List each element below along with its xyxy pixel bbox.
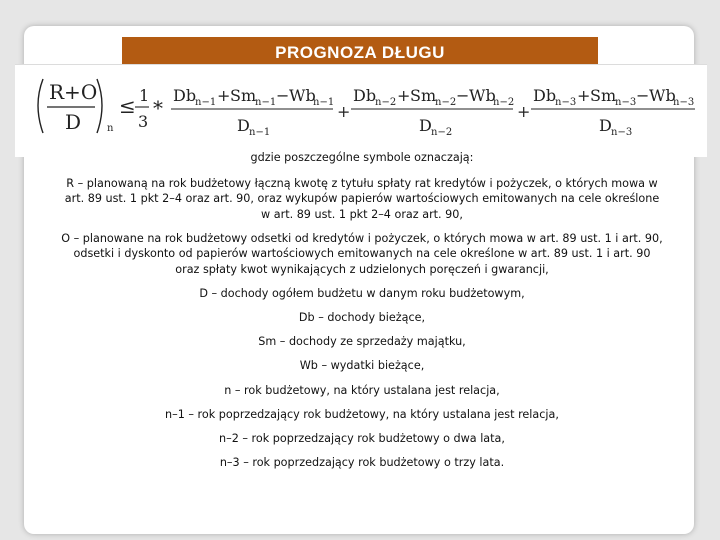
relation-sign: ≤ [119,94,136,118]
multiply-sign: * [153,96,163,120]
term2-db-sub: n−2 [375,97,397,108]
term3-plus: + [577,86,591,105]
term1-db-sub: n−1 [195,97,217,108]
slide-title: PROGNOZA DŁUGU [122,37,598,68]
coef-denominator: 3 [138,112,149,131]
term1-d-sub: n−1 [249,127,271,138]
definition-n1: n–1 – rok poprzedzający rok budżetowy, na który ustalana jest relacja, [165,407,559,421]
term2-wb-sub: n−2 [493,97,515,108]
lhs-subscript: n [107,123,114,134]
definition-r: R – planowaną na rok budżetowy łączną kwotę z tytułu spłaty rat kredytów i pożyczek, o których mowa w art. 89 ust. 1 pkt 2–4 oraz art. 90, oraz wykupów papierów wartościowych emitowanych na cele określone w art. 89 ust. 1 pkt 2–4 oraz art. 90, [64,176,660,221]
definition-wb: Wb – wydatki bieżące, [299,359,425,373]
term3-minus: − [636,86,650,105]
term2-wb: Wb [469,86,496,105]
term1-d: D [237,116,250,135]
term3-sm: Sm [590,86,617,105]
term1-wb: Wb [289,86,316,105]
term2-minus: − [456,86,470,105]
definitions-body [60,150,664,479]
term1-sm: Sm [230,86,257,105]
sum-plus-2: + [517,102,531,121]
definition-db: Db – dochody bieżące, [298,311,426,325]
definition-sm: Sm – dochody ze sprzedaży majątku, [258,335,466,349]
term3-d-sub: n−3 [611,127,633,138]
term3-wb: Wb [649,86,676,105]
term2-db: Db [353,86,377,105]
definition-o: O – planowane na rok budżetowy odsetki od kredytów i pożyczek, o których mowa w art. 89 ust. 1 i art. 90, odsetki i dyskonto od papierów wartościowych emitowanych na cele określone w art. 89 ust. 1 i art. 90 oraz spłaty kwot wynikających z udzielonych poręczeń i gwarancji, [61,231,663,277]
term1-plus: + [217,86,231,105]
term2-sm-sub: n−2 [435,97,457,108]
formula-graphic [15,65,707,157]
left-paren [38,79,43,133]
term3-db: Db [533,86,557,105]
term3-sm-sub: n−3 [615,97,637,108]
term2-d-sub: n−2 [431,127,453,138]
definition-n: n – rok budżetowy, na który ustalana jest relacja, [224,383,500,397]
definition-d: D – dochody ogółem budżetu w danym roku budżetowym, [199,287,525,301]
term3-wb-sub: n−3 [673,97,695,108]
coef-numerator: 1 [139,86,150,105]
term2-sm: Sm [410,86,437,105]
lhs-denominator: D [65,110,82,134]
term3-db-sub: n−3 [555,97,577,108]
term3-d: D [599,116,612,135]
debt-formula [15,64,707,157]
term2-d: D [419,116,432,135]
term1-minus: − [276,86,290,105]
term1-db: Db [173,86,197,105]
term1-sm-sub: n−1 [255,97,277,108]
definition-n2: n–2 – rok poprzedzający rok budżetowy o dwa lata, [219,431,505,445]
right-paren [97,79,102,133]
sum-plus-1: + [337,102,351,121]
term2-plus: + [397,86,411,105]
definition-n3: n–3 – rok poprzedzający rok budżetowy o trzy lata. [219,455,505,469]
term1-wb-sub: n−1 [313,97,335,108]
intro-text: gdzie poszczególne symbole oznaczają: [250,151,474,164]
lhs-numerator: R+O [49,80,98,104]
